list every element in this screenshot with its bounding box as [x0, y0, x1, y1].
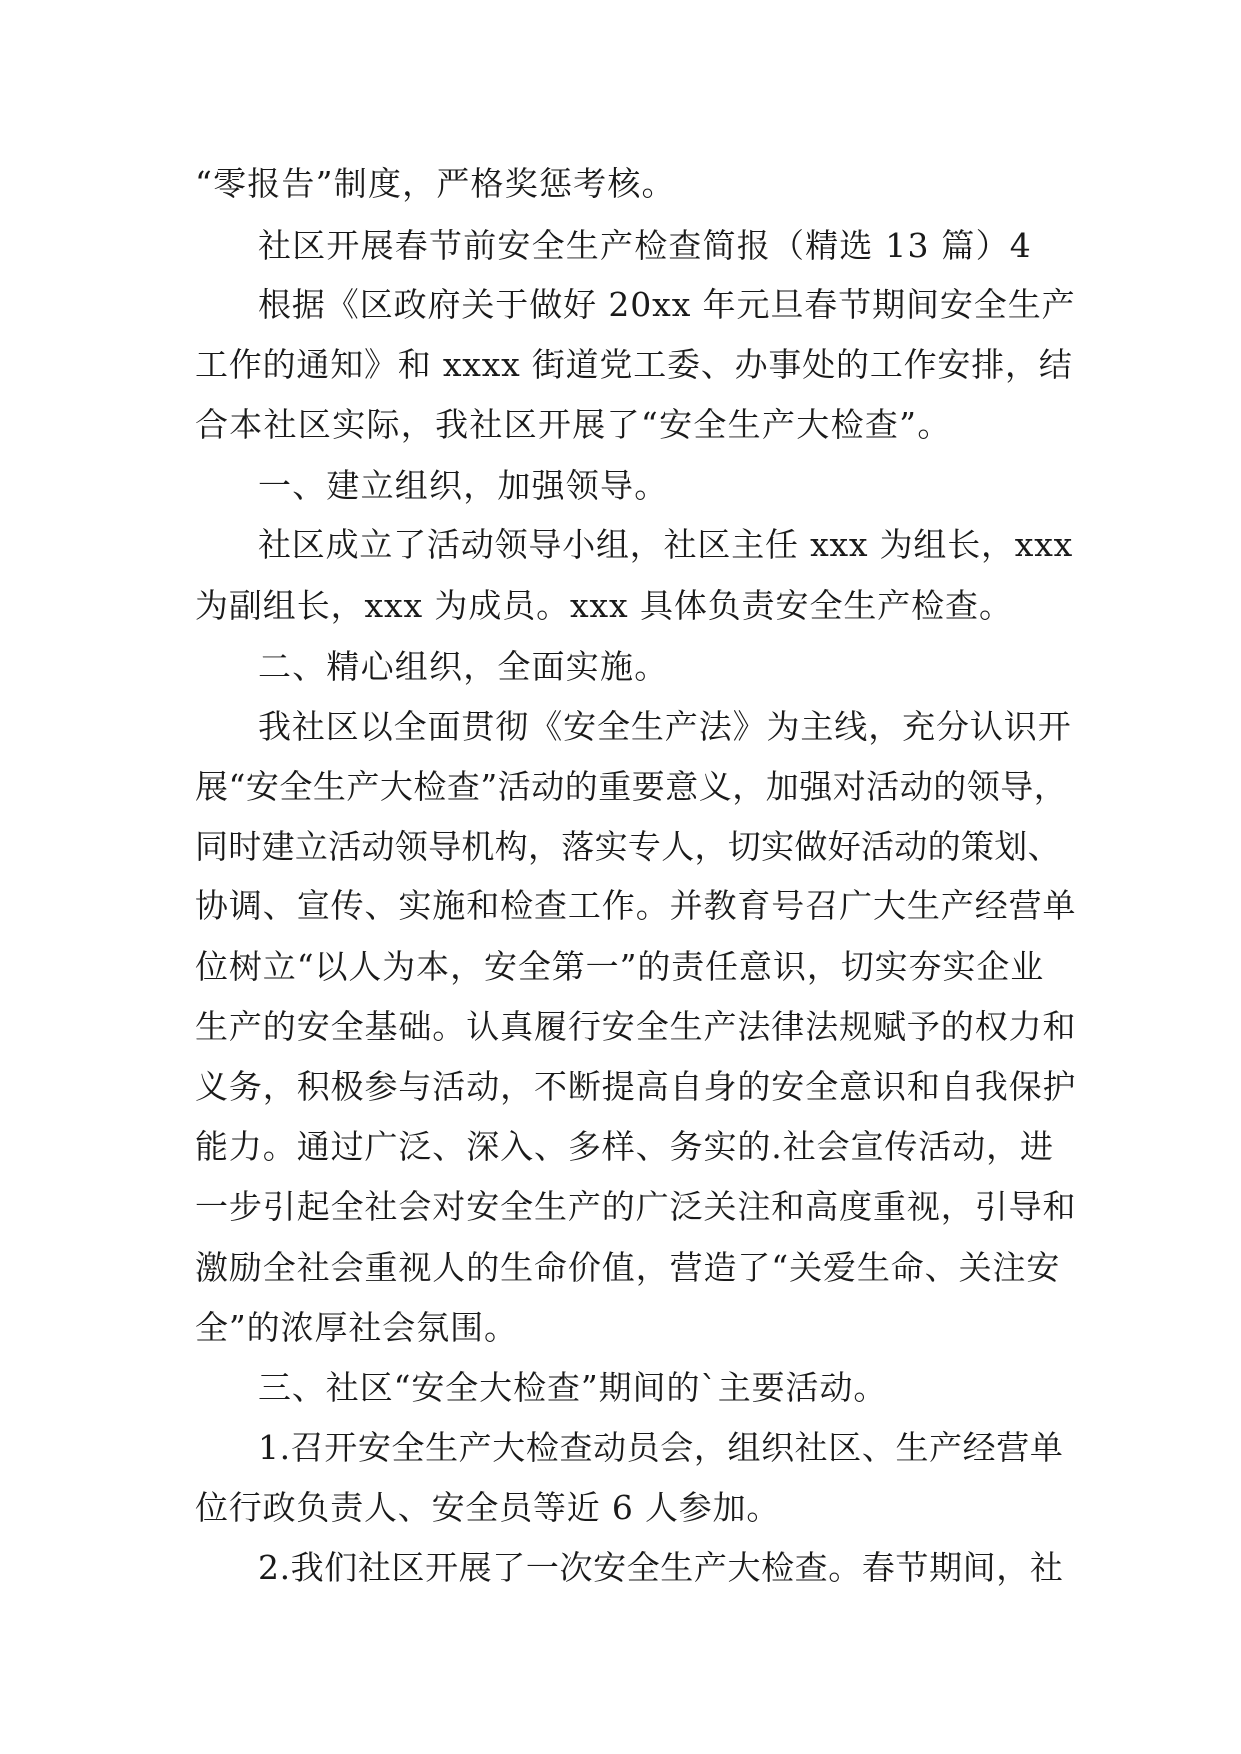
text-line: 义务，积极参与活动，不断提高自身的安全意识和自我保护	[195, 1067, 1077, 1106]
text-line: 同时建立活动领导机构，落实专人，切实做好活动的策划、	[195, 827, 1061, 866]
text-line: 一步引起全社会对安全生产的广泛关注和高度重视，引导和	[195, 1187, 1077, 1226]
heading-one: 一、建立组织，加强领导。	[258, 466, 669, 505]
text-line: 生产的安全基础。认真履行安全生产法律法规赋予的权力和	[195, 1007, 1077, 1046]
text-line: 合本社区实际，我社区开展了“安全生产大检查”。	[195, 405, 952, 444]
section-title: 社区开展春节前安全生产检查简报（精选 13 篇）4	[258, 226, 1032, 265]
text-line: 协调、宣传、实施和检查工作。并教育号召广大生产经营单	[195, 886, 1077, 925]
heading-two: 二、精心组织，全面实施。	[258, 647, 669, 686]
text-line: 位行政负责人、安全员等近 6 人参加。	[195, 1488, 781, 1527]
text-line: 激励全社会重视人的生命价值，营造了“关爱生命、关注安	[195, 1248, 1061, 1287]
text-line: 展“安全生产大检查”活动的重要意义，加强对活动的领导，	[195, 767, 1068, 806]
heading-three: 三、社区“安全大检查”期间的`主要活动。	[258, 1368, 888, 1407]
text-line: 我社区以全面贯彻《安全生产法》为主线，充分认识开	[258, 707, 1072, 746]
text-line: 为副组长，xxx 为成员。xxx 具体负责安全生产检查。	[195, 586, 1013, 625]
text-line: 社区成立了活动领导小组，社区主任 xxx 为组长，xxx	[258, 525, 1074, 564]
text-line: 全”的浓厚社会氛围。	[195, 1308, 518, 1347]
text-line: 位树立“以人为本，安全第一”的责任意识，切实夯实企业	[195, 947, 1045, 986]
text-line: 能力。通过广泛、深入、多样、务实的.社会宣传活动，进	[195, 1127, 1054, 1166]
text-line: 2.我们社区开展了一次安全生产大检查。春节期间，社	[258, 1548, 1064, 1587]
text-line: 根据《区政府关于做好 20xx 年元旦春节期间安全生产	[258, 285, 1076, 324]
text-line: 工作的通知》和 xxxx 街道党工委、办事处的工作安排，结	[195, 345, 1073, 384]
text-line: “零报告”制度，严格奖惩考核。	[195, 164, 676, 203]
text-line: 1.召开安全生产大检查动员会，组织社区、生产经营单	[258, 1428, 1064, 1467]
